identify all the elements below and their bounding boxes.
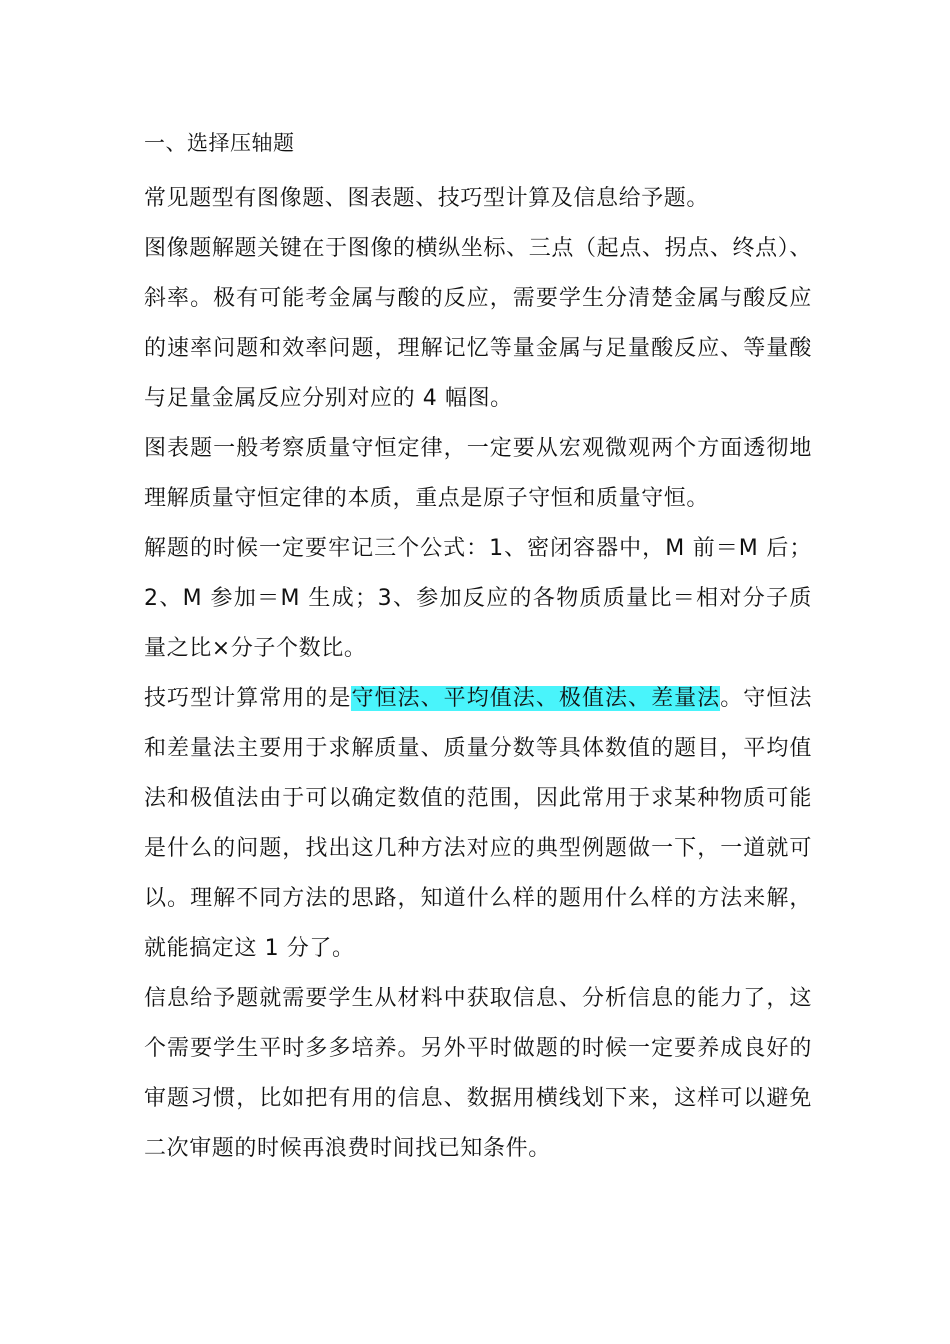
paragraph-formulas: 解题的时候一定要牢记三个公式：1、密闭容器中，M 前＝M 后；2、M 参加＝M 生成；3、参加反应的各物质质量比＝相对分子质量之比×分子个数比。 <box>144 536 812 661</box>
paragraph-calculation-methods <box>144 674 812 974</box>
methods-intro-text: 技巧型计算常用的是 <box>144 686 352 711</box>
methods-detail-text: 。守恒法和差量法主要用于求解质量、质量分数等具体数值的题目，平均值法和极值法由于可以确定数值的范围，因此常用于求某种物质可能是什么的问题，找出这几种方法对应的典型例题做一下，一道就可以。理解不同方法的思路，知道什么样的题用什么样的方法来解，就能搞定这 1 分了。 <box>144 686 812 961</box>
document-page <box>144 128 812 1174</box>
paragraph-graph-questions: 图像题解题关键在于图像的横纵坐标、三点（起点、拐点、终点）、斜率。极有可能考金属与酸的反应，需要学生分清楚金属与酸反应的速率问题和效率问题，理解记忆等量金属与足量酸反应、等量酸与足量金属反应分别对应的 4 幅图。 <box>144 236 812 411</box>
paragraph-question-types: 常见题型有图像题、图表题、技巧型计算及信息给予题。 <box>144 186 710 211</box>
highlighted-methods: 守恒法、平均值法、极值法、差量法 <box>351 686 721 711</box>
paragraph-information-questions: 信息给予题就需要学生从材料中获取信息、分析信息的能力了，这个需要学生平时多多培养。另外平时做题的时候一定要养成良好的审题习惯，比如把有用的信息、数据用横线划下来，这样可以避免二次审题的时候再浪费时间找已知条件。 <box>144 986 812 1161</box>
paragraph-table-questions: 图表题一般考察质量守恒定律，一定要从宏观微观两个方面透彻地理解质量守恒定律的本质，重点是原子守恒和质量守恒。 <box>144 436 812 511</box>
section-heading: 一、选择压轴题 <box>144 131 295 155</box>
